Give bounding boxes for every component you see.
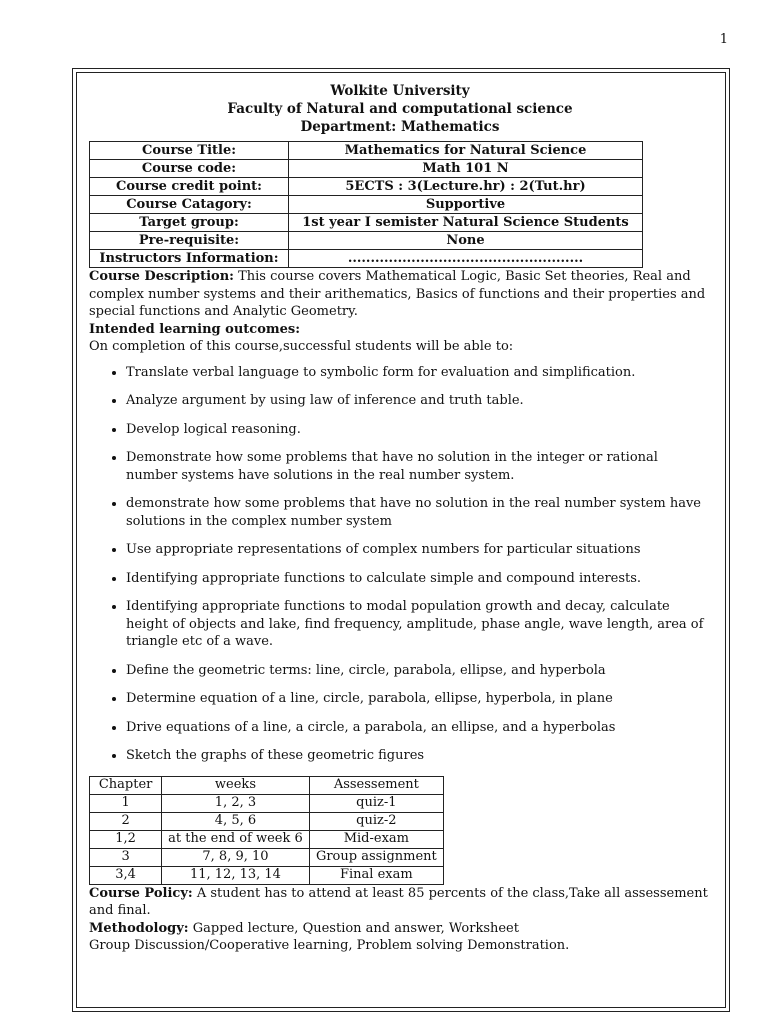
university-name: Wolkite University: [330, 83, 470, 99]
methodology-label: Methodology:: [89, 920, 189, 936]
schedule-cell: 4, 5, 6: [162, 812, 310, 830]
course-info-key: Course credit point:: [90, 178, 289, 196]
schedule-cell: Mid-exam: [309, 830, 443, 848]
course-description-text: This course covers Mathematical Logic, Basic Set theories, Real and complex number systems and their arithematics, Basics of functions and their properties and special functions and Analytic Geometry.: [89, 269, 706, 319]
course-policy: [89, 885, 711, 920]
schedule-row: [90, 848, 444, 866]
outcome-item: • demonstrate how some problems that have no solution in the real number system have solutions in the complex number system: [126, 495, 711, 530]
document-header: [89, 82, 711, 136]
schedule-header-cell: Chapter: [90, 776, 162, 794]
schedule-cell: 3,4: [90, 866, 162, 884]
outcome-item: • Demonstrate how some problems that have no solution in the integer or rational number systems have solutions in the real number system.: [126, 449, 711, 484]
course-info-key: Target group:: [90, 214, 289, 232]
course-info-value: None: [289, 232, 643, 250]
schedule-cell: quiz-2: [309, 812, 443, 830]
course-info-row: [90, 196, 643, 214]
schedule-row: [90, 812, 444, 830]
schedule-cell: 3: [90, 848, 162, 866]
outcomes-list: [89, 364, 711, 765]
outcome-item: • Sketch the graphs of these geometric figures: [126, 747, 711, 765]
course-description: [89, 268, 711, 321]
outcomes-intro: On completion of this course,successful students will be able to:: [89, 339, 514, 354]
course-info-value: Mathematics for Natural Science: [289, 142, 643, 160]
schedule-row: [90, 866, 444, 884]
course-info-table: [89, 141, 643, 268]
course-info-value: ....................................................: [289, 250, 643, 268]
methodology: [89, 920, 711, 938]
outcome-item: • Develop logical reasoning.: [126, 421, 711, 439]
department-name: Department: Mathematics: [300, 119, 500, 135]
course-info-value: Supportive: [289, 196, 643, 214]
course-info-key: Course Title:: [90, 142, 289, 160]
outcome-item: • Translate verbal language to symbolic form for evaluation and simplification.: [126, 364, 711, 382]
course-info-row: [90, 250, 643, 268]
course-info-key: Course Catagory:: [90, 196, 289, 214]
schedule-row: [90, 794, 444, 812]
schedule-header-cell: Assessement: [309, 776, 443, 794]
course-description-label: Course Description:: [89, 269, 234, 284]
faculty-name: Faculty of Natural and computational science: [227, 101, 573, 117]
schedule-cell: at the end of week 6: [162, 830, 310, 848]
page-number: 1: [719, 32, 728, 47]
methodology-text: Gapped lecture, Question and answer, Worksheet: [188, 920, 519, 936]
schedule-cell: 7, 8, 9, 10: [162, 848, 310, 866]
course-info-row: [90, 142, 643, 160]
assessment-schedule-table: [89, 776, 444, 885]
course-info-row: [90, 232, 643, 250]
schedule-cell: 1, 2, 3: [162, 794, 310, 812]
course-policy-text: A student has to attend at least 85 percents of the class,Take all assessement and final.: [89, 885, 708, 918]
schedule-cell: 2: [90, 812, 162, 830]
schedule-cell: Final exam: [309, 866, 443, 884]
outcomes-heading: Intended learning outcomes:: [89, 321, 301, 337]
document-body: [89, 82, 711, 955]
outcome-item: • Use appropriate representations of complex numbers for particular situations: [126, 541, 711, 559]
outcome-item: • Define the geometric terms: line, circle, parabola, ellipse, and hyperbola: [126, 662, 711, 680]
schedule-header-cell: weeks: [162, 776, 310, 794]
outcome-item: • Identifying appropriate functions to calculate simple and compound interests.: [126, 570, 711, 588]
schedule-cell: Group assignment: [309, 848, 443, 866]
course-info-row: [90, 214, 643, 232]
outcome-item: • Drive equations of a line, a circle, a parabola, an ellipse, and a hyperbolas: [126, 719, 711, 737]
schedule-cell: 1,2: [90, 830, 162, 848]
outcome-item: • Determine equation of a line, circle, parabola, ellipse, hyperbola, in plane: [126, 690, 711, 708]
schedule-header-row: [90, 776, 444, 794]
course-info-key: Instructors Information:: [90, 250, 289, 268]
course-info-value: 5ECTS : 3(Lecture.hr) : 2(Tut.hr): [289, 178, 643, 196]
course-info-row: [90, 178, 643, 196]
schedule-row: [90, 830, 444, 848]
schedule-cell: 1: [90, 794, 162, 812]
methodology-line-2: Group Discussion/Cooperative learning, Problem solving Demonstration.: [89, 938, 570, 953]
course-info-key: Course code:: [90, 160, 289, 178]
outcome-item: • Analyze argument by using law of inference and truth table.: [126, 392, 711, 410]
course-info-value: 1st year I semister Natural Science Students: [289, 214, 643, 232]
schedule-cell: quiz-1: [309, 794, 443, 812]
schedule-cell: 11, 12, 13, 14: [162, 866, 310, 884]
course-info-key: Pre-requisite:: [90, 232, 289, 250]
course-info-row: [90, 160, 643, 178]
course-policy-label: Course Policy:: [89, 885, 193, 901]
course-info-value: Math 101 N: [289, 160, 643, 178]
outcome-item: • Identifying appropriate functions to modal population growth and decay, calculate height of objects and lake, find frequency, amplitude, phase angle, wave length, area of triangle etc of a wave.: [126, 598, 711, 651]
